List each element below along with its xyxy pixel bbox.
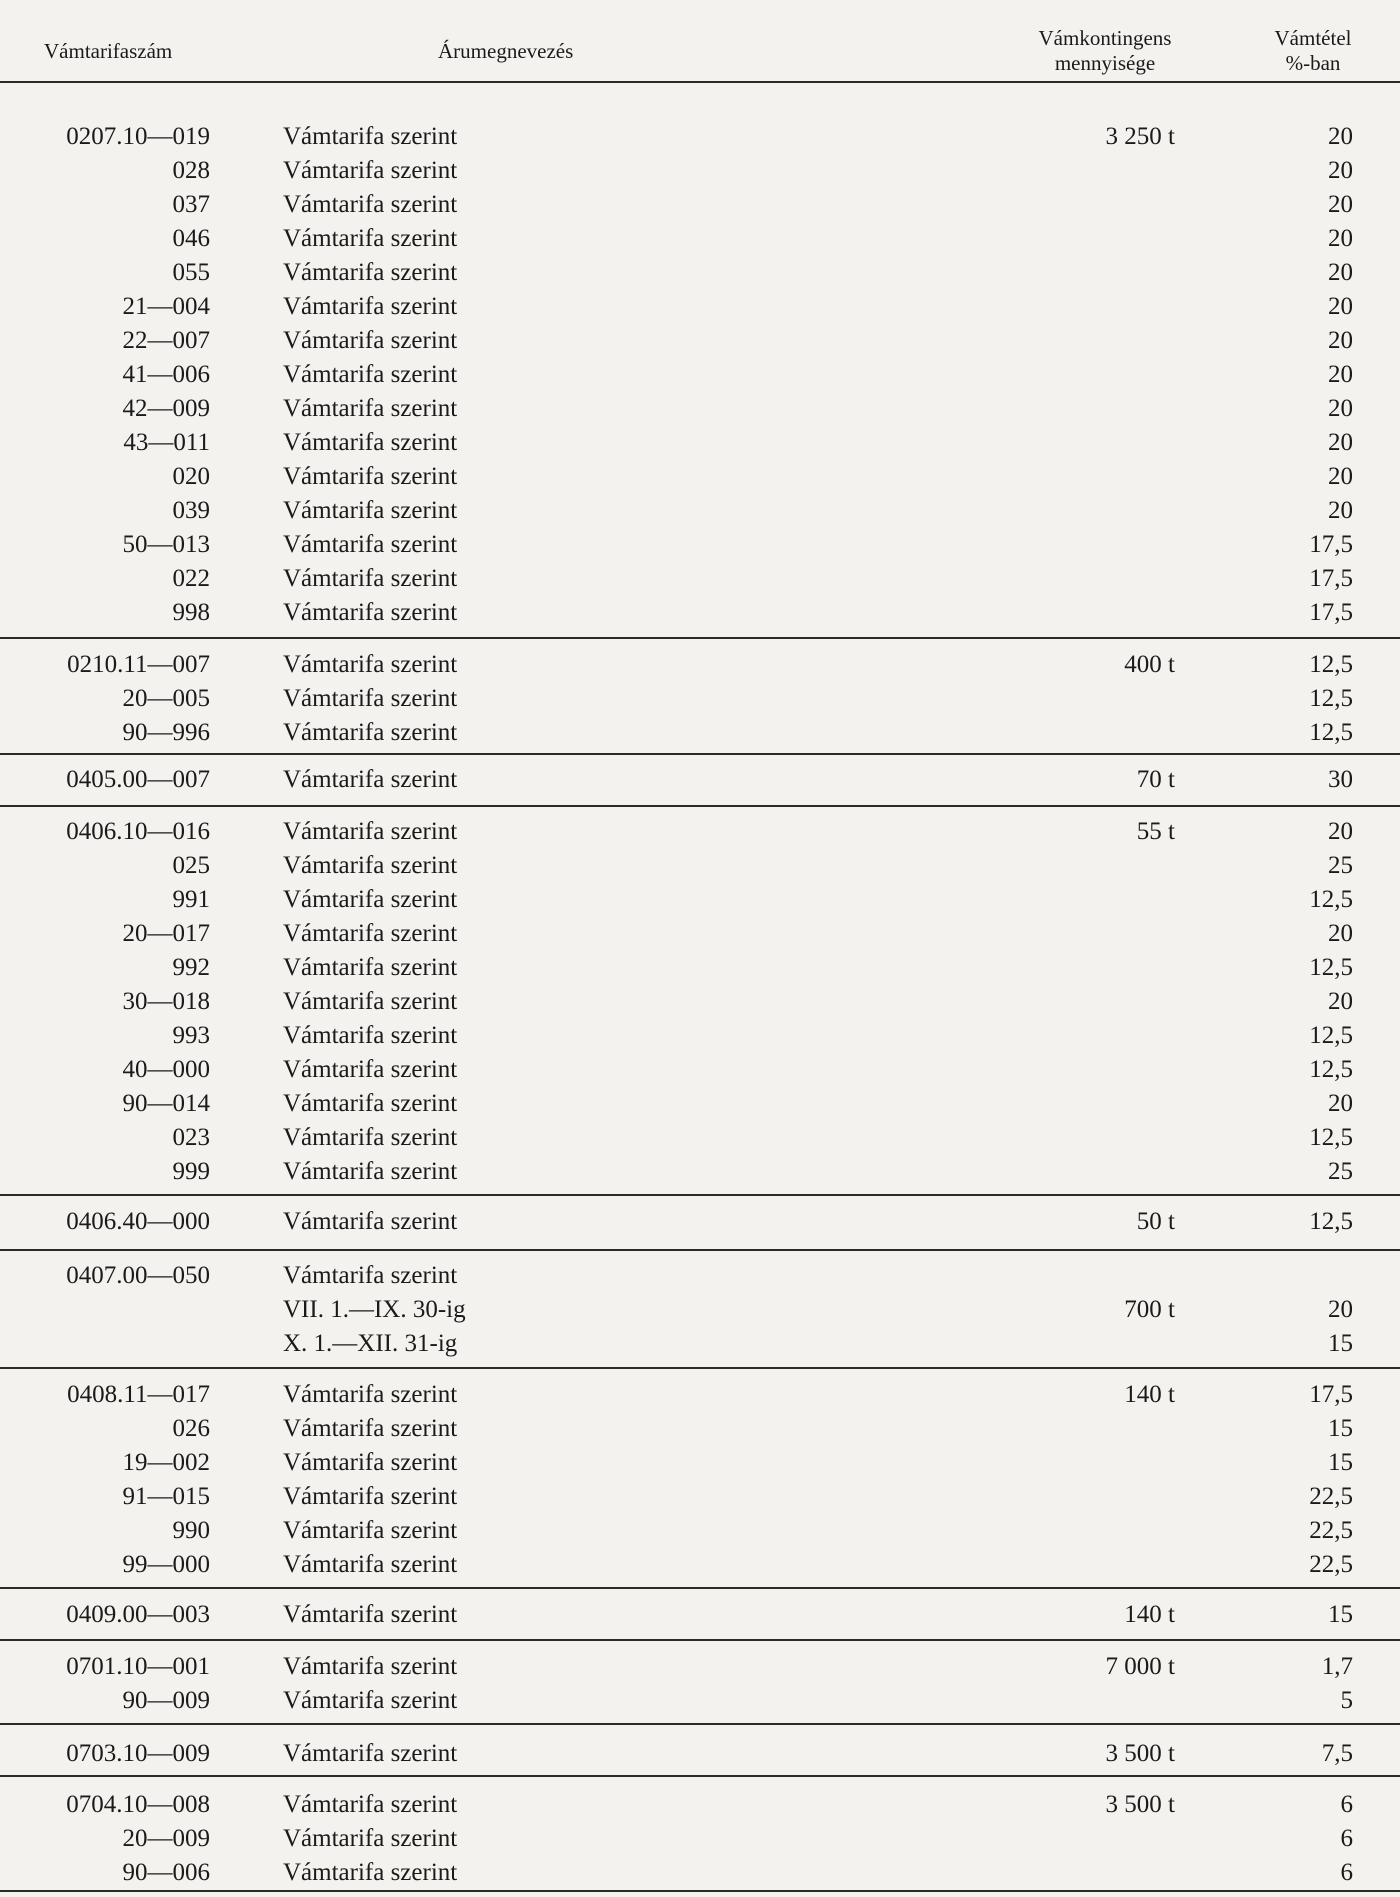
duty-rate-cell: 20 bbox=[1328, 225, 1353, 252]
tariff-code-cell: 90—014 bbox=[122, 1090, 210, 1117]
description-cell: Vámtarifa szerint bbox=[283, 988, 458, 1015]
description-cell: Vámtarifa szerint bbox=[283, 1517, 458, 1544]
tariff-code-cell: 20—017 bbox=[122, 920, 210, 947]
table-row bbox=[0, 1856, 1400, 1890]
quota-quantity-cell: 140 t bbox=[1124, 1381, 1175, 1408]
table-row bbox=[0, 1293, 1400, 1327]
tariff-code-cell: 20—005 bbox=[122, 685, 210, 712]
duty-rate-cell: 12,5 bbox=[1309, 719, 1353, 746]
description-cell: Vámtarifa szerint bbox=[283, 429, 458, 456]
description-cell: Vámtarifa szerint bbox=[283, 920, 458, 947]
duty-rate-cell: 12,5 bbox=[1309, 651, 1353, 678]
group-rule bbox=[0, 1775, 1400, 1777]
duty-rate-cell: 12,5 bbox=[1309, 1208, 1353, 1235]
tariff-code-cell: 992 bbox=[172, 954, 210, 981]
group-rule bbox=[0, 637, 1400, 639]
table-row bbox=[0, 1155, 1400, 1189]
duty-rate-cell: 6 bbox=[1340, 1791, 1353, 1818]
table-row bbox=[0, 1259, 1400, 1293]
description-cell: Vámtarifa szerint bbox=[283, 1740, 458, 1767]
description-cell: Vámtarifa szerint bbox=[283, 651, 458, 678]
description-cell: Vámtarifa szerint bbox=[283, 1381, 458, 1408]
quota-quantity-cell: 140 t bbox=[1124, 1601, 1175, 1628]
duty-rate-cell: 15 bbox=[1328, 1449, 1353, 1476]
tariff-code-cell: 40—000 bbox=[122, 1056, 210, 1083]
table-row bbox=[0, 1446, 1400, 1480]
description-cell: Vámtarifa szerint bbox=[283, 1791, 458, 1818]
header-quota bbox=[1030, 26, 1180, 76]
table-row bbox=[0, 849, 1400, 883]
header-rule bbox=[0, 81, 1400, 83]
table-row bbox=[0, 154, 1400, 188]
description-cell: Vámtarifa szerint bbox=[283, 1551, 458, 1578]
group-rule bbox=[0, 1723, 1400, 1725]
table-row bbox=[0, 324, 1400, 358]
duty-rate-cell: 6 bbox=[1340, 1825, 1353, 1852]
description-cell: Vámtarifa szerint bbox=[283, 1090, 458, 1117]
description-cell: Vámtarifa szerint bbox=[283, 565, 458, 592]
header-rate bbox=[1258, 26, 1368, 76]
duty-rate-cell: 17,5 bbox=[1309, 531, 1353, 558]
group-rule bbox=[0, 1367, 1400, 1369]
table-row bbox=[0, 1412, 1400, 1446]
table-row bbox=[0, 1480, 1400, 1514]
description-cell: Vámtarifa szerint bbox=[283, 1124, 458, 1151]
duty-rate-cell: 20 bbox=[1328, 395, 1353, 422]
description-cell: Vámtarifa szerint bbox=[283, 361, 458, 388]
tariff-code-cell: 0408.11—017 bbox=[67, 1381, 210, 1408]
duty-rate-cell: 20 bbox=[1328, 988, 1353, 1015]
table-row bbox=[0, 716, 1400, 750]
table-row bbox=[0, 392, 1400, 426]
duty-rate-cell: 20 bbox=[1328, 259, 1353, 286]
description-cell: Vámtarifa szerint bbox=[283, 395, 458, 422]
group-rule bbox=[0, 753, 1400, 755]
description-cell: Vámtarifa szerint bbox=[283, 293, 458, 320]
duty-rate-cell: 5 bbox=[1340, 1687, 1353, 1714]
table-row bbox=[0, 1514, 1400, 1548]
quota-quantity-cell: 55 t bbox=[1136, 818, 1175, 845]
description-cell: Vámtarifa szerint bbox=[283, 157, 458, 184]
tariff-code-cell: 90—009 bbox=[122, 1687, 210, 1714]
description-cell: Vámtarifa szerint bbox=[283, 1859, 458, 1886]
quota-quantity-cell: 3 500 t bbox=[1105, 1791, 1175, 1818]
table-row bbox=[0, 1548, 1400, 1582]
tariff-code-cell: 028 bbox=[172, 157, 210, 184]
tariff-code-cell: 039 bbox=[172, 497, 210, 524]
duty-rate-cell: 20 bbox=[1328, 920, 1353, 947]
header-quota-line1: Vámkontingens bbox=[1038, 26, 1172, 50]
table-row bbox=[0, 426, 1400, 460]
table-row bbox=[0, 1684, 1400, 1718]
tariff-code-cell: 0405.00—007 bbox=[66, 766, 210, 793]
description-cell: Vámtarifa szerint bbox=[283, 818, 458, 845]
tariff-code-cell: 037 bbox=[172, 191, 210, 218]
description-cell: Vámtarifa szerint bbox=[283, 1483, 458, 1510]
duty-rate-cell: 6 bbox=[1340, 1859, 1353, 1886]
description-cell: Vámtarifa szerint bbox=[283, 1158, 458, 1185]
table-row bbox=[0, 1822, 1400, 1856]
duty-rate-cell: 7,5 bbox=[1321, 1740, 1353, 1767]
tariff-code-cell: 99—000 bbox=[122, 1551, 210, 1578]
duty-rate-cell: 17,5 bbox=[1309, 599, 1353, 626]
description-cell: Vámtarifa szerint bbox=[283, 599, 458, 626]
description-cell: Vámtarifa szerint bbox=[283, 259, 458, 286]
description-cell: Vámtarifa szerint bbox=[283, 1449, 458, 1476]
table-row bbox=[0, 358, 1400, 392]
tariff-code-cell: 19—002 bbox=[122, 1449, 210, 1476]
description-cell: Vámtarifa szerint bbox=[283, 1601, 458, 1628]
table-row bbox=[0, 1327, 1400, 1361]
duty-rate-cell: 12,5 bbox=[1309, 1124, 1353, 1151]
table-row bbox=[0, 222, 1400, 256]
quota-quantity-cell: 50 t bbox=[1136, 1208, 1175, 1235]
group-rule bbox=[0, 1587, 1400, 1589]
quota-quantity-cell: 7 000 t bbox=[1105, 1653, 1175, 1680]
description-cell: Vámtarifa szerint bbox=[283, 954, 458, 981]
header-code: Vámtarifaszám bbox=[44, 39, 173, 63]
duty-rate-cell: 17,5 bbox=[1309, 565, 1353, 592]
tariff-code-cell: 020 bbox=[172, 463, 210, 490]
group-rule bbox=[0, 1249, 1400, 1251]
description-cell: Vámtarifa szerint bbox=[283, 225, 458, 252]
duty-rate-cell: 30 bbox=[1328, 766, 1353, 793]
tariff-code-cell: 999 bbox=[172, 1158, 210, 1185]
tariff-code-cell: 022 bbox=[172, 565, 210, 592]
duty-rate-cell: 20 bbox=[1328, 463, 1353, 490]
tariff-code-cell: 0406.10—016 bbox=[66, 818, 210, 845]
description-cell: Vámtarifa szerint bbox=[283, 463, 458, 490]
description-cell: Vámtarifa szerint bbox=[283, 852, 458, 879]
duty-rate-cell: 20 bbox=[1328, 497, 1353, 524]
description-cell: Vámtarifa szerint bbox=[283, 123, 458, 150]
description-cell: Vámtarifa szerint bbox=[283, 497, 458, 524]
tariff-code-cell: 0409.00—003 bbox=[66, 1601, 210, 1628]
table-row bbox=[0, 290, 1400, 324]
header-name: Árumegnevezés bbox=[438, 39, 574, 63]
table-row bbox=[0, 1378, 1400, 1412]
table-row bbox=[0, 528, 1400, 562]
quota-quantity-cell: 3 250 t bbox=[1105, 123, 1175, 150]
table-row bbox=[0, 1121, 1400, 1155]
tariff-code-cell: 0210.11—007 bbox=[67, 651, 210, 678]
tariff-code-cell: 50—013 bbox=[122, 531, 210, 558]
duty-rate-cell: 22,5 bbox=[1309, 1551, 1353, 1578]
tariff-code-cell: 990 bbox=[172, 1517, 210, 1544]
table-row bbox=[0, 815, 1400, 849]
duty-rate-cell: 20 bbox=[1328, 361, 1353, 388]
tariff-code-cell: 046 bbox=[172, 225, 210, 252]
description-cell: Vámtarifa szerint bbox=[283, 1208, 458, 1235]
duty-rate-cell: 20 bbox=[1328, 191, 1353, 218]
description-cell: Vámtarifa szerint bbox=[283, 719, 458, 746]
table-row bbox=[0, 1019, 1400, 1053]
duty-rate-cell: 17,5 bbox=[1309, 1381, 1353, 1408]
tariff-code-cell: 90—006 bbox=[122, 1859, 210, 1886]
tariff-code-cell: 0701.10—001 bbox=[66, 1653, 210, 1680]
tariff-code-cell: 21—004 bbox=[122, 293, 210, 320]
description-cell: VII. 1.—IX. 30-ig bbox=[283, 1296, 466, 1323]
duty-rate-cell: 1,7 bbox=[1321, 1653, 1353, 1680]
table-row bbox=[0, 951, 1400, 985]
group-rule bbox=[0, 1890, 1400, 1892]
table-row bbox=[0, 1053, 1400, 1087]
duty-rate-cell: 20 bbox=[1328, 1090, 1353, 1117]
table-row bbox=[0, 917, 1400, 951]
tariff-code-cell: 998 bbox=[172, 599, 210, 626]
duty-rate-cell: 25 bbox=[1328, 1158, 1353, 1185]
tariff-code-cell: 025 bbox=[172, 852, 210, 879]
table-row bbox=[0, 460, 1400, 494]
header-quota-line2: mennyisége bbox=[1054, 51, 1156, 75]
duty-rate-cell: 25 bbox=[1328, 852, 1353, 879]
description-cell: Vámtarifa szerint bbox=[283, 1022, 458, 1049]
duty-rate-cell: 12,5 bbox=[1309, 1056, 1353, 1083]
tariff-code-cell: 0704.10—008 bbox=[66, 1791, 210, 1818]
quota-quantity-cell: 70 t bbox=[1136, 766, 1175, 793]
tariff-code-cell: 20—009 bbox=[122, 1825, 210, 1852]
tariff-code-cell: 0406.40—000 bbox=[66, 1208, 210, 1235]
tariff-code-cell: 993 bbox=[172, 1022, 210, 1049]
tariff-code-cell: 91—015 bbox=[122, 1483, 210, 1510]
duty-rate-cell: 12,5 bbox=[1309, 685, 1353, 712]
duty-rate-cell: 20 bbox=[1328, 818, 1353, 845]
description-cell: Vámtarifa szerint bbox=[283, 1653, 458, 1680]
table-row bbox=[0, 1788, 1400, 1822]
tariff-code-cell: 0407.00—050 bbox=[66, 1262, 210, 1289]
table-row bbox=[0, 562, 1400, 596]
tariff-code-cell: 30—018 bbox=[122, 988, 210, 1015]
tariff-code-cell: 90—996 bbox=[122, 719, 210, 746]
tariff-code-cell: 0703.10—009 bbox=[66, 1740, 210, 1767]
tariff-code-cell: 023 bbox=[172, 1124, 210, 1151]
table-row bbox=[0, 1737, 1400, 1771]
table-row bbox=[0, 763, 1400, 797]
description-cell: Vámtarifa szerint bbox=[283, 191, 458, 218]
duty-rate-cell: 20 bbox=[1328, 123, 1353, 150]
table-row bbox=[0, 682, 1400, 716]
header-rate-line1: Vámtétel bbox=[1274, 26, 1352, 50]
tariff-code-cell: 41—006 bbox=[122, 361, 210, 388]
quota-quantity-cell: 700 t bbox=[1124, 1296, 1175, 1323]
description-cell: Vámtarifa szerint bbox=[283, 1687, 458, 1714]
table-row bbox=[0, 1650, 1400, 1684]
duty-rate-cell: 20 bbox=[1328, 327, 1353, 354]
duty-rate-cell: 20 bbox=[1328, 429, 1353, 456]
tariff-code-cell: 42—009 bbox=[122, 395, 210, 422]
description-cell: Vámtarifa szerint bbox=[283, 531, 458, 558]
table-row bbox=[0, 494, 1400, 528]
duty-rate-cell: 20 bbox=[1328, 1296, 1353, 1323]
table-row bbox=[0, 120, 1400, 154]
description-cell: Vámtarifa szerint bbox=[283, 1825, 458, 1852]
tariff-code-cell: 026 bbox=[172, 1415, 210, 1442]
group-rule bbox=[0, 1194, 1400, 1196]
description-cell: Vámtarifa szerint bbox=[283, 1415, 458, 1442]
description-cell: Vámtarifa szerint bbox=[283, 327, 458, 354]
tariff-code-cell: 0207.10—019 bbox=[66, 123, 210, 150]
duty-rate-cell: 12,5 bbox=[1309, 886, 1353, 913]
duty-rate-cell: 15 bbox=[1328, 1415, 1353, 1442]
duty-rate-cell: 22,5 bbox=[1309, 1483, 1353, 1510]
table-row bbox=[0, 648, 1400, 682]
group-rule bbox=[0, 1639, 1400, 1641]
description-cell: Vámtarifa szerint bbox=[283, 1056, 458, 1083]
duty-rate-cell: 20 bbox=[1328, 293, 1353, 320]
quota-quantity-cell: 3 500 t bbox=[1105, 1740, 1175, 1767]
description-cell: X. 1.—XII. 31-ig bbox=[283, 1330, 458, 1357]
description-cell: Vámtarifa szerint bbox=[283, 886, 458, 913]
duty-rate-cell: 20 bbox=[1328, 157, 1353, 184]
tariff-code-cell: 43—011 bbox=[123, 429, 210, 456]
header-rate-line2: %-ban bbox=[1285, 51, 1341, 75]
tariff-code-cell: 991 bbox=[172, 886, 210, 913]
duty-rate-cell: 22,5 bbox=[1309, 1517, 1353, 1544]
table-row bbox=[0, 188, 1400, 222]
group-rule bbox=[0, 805, 1400, 807]
duty-rate-cell: 15 bbox=[1328, 1601, 1353, 1628]
duty-rate-cell: 12,5 bbox=[1309, 1022, 1353, 1049]
tariff-code-cell: 22—007 bbox=[122, 327, 210, 354]
table-row bbox=[0, 256, 1400, 290]
table-row bbox=[0, 1087, 1400, 1121]
description-cell: Vámtarifa szerint bbox=[283, 1262, 458, 1289]
table-row bbox=[0, 1598, 1400, 1632]
table-row bbox=[0, 985, 1400, 1019]
tariff-code-cell: 055 bbox=[172, 259, 210, 286]
table-row bbox=[0, 1205, 1400, 1239]
table-row bbox=[0, 883, 1400, 917]
description-cell: Vámtarifa szerint bbox=[283, 766, 458, 793]
duty-rate-cell: 12,5 bbox=[1309, 954, 1353, 981]
quota-quantity-cell: 400 t bbox=[1124, 651, 1175, 678]
duty-rate-cell: 15 bbox=[1328, 1330, 1353, 1357]
description-cell: Vámtarifa szerint bbox=[283, 685, 458, 712]
table-row bbox=[0, 596, 1400, 630]
